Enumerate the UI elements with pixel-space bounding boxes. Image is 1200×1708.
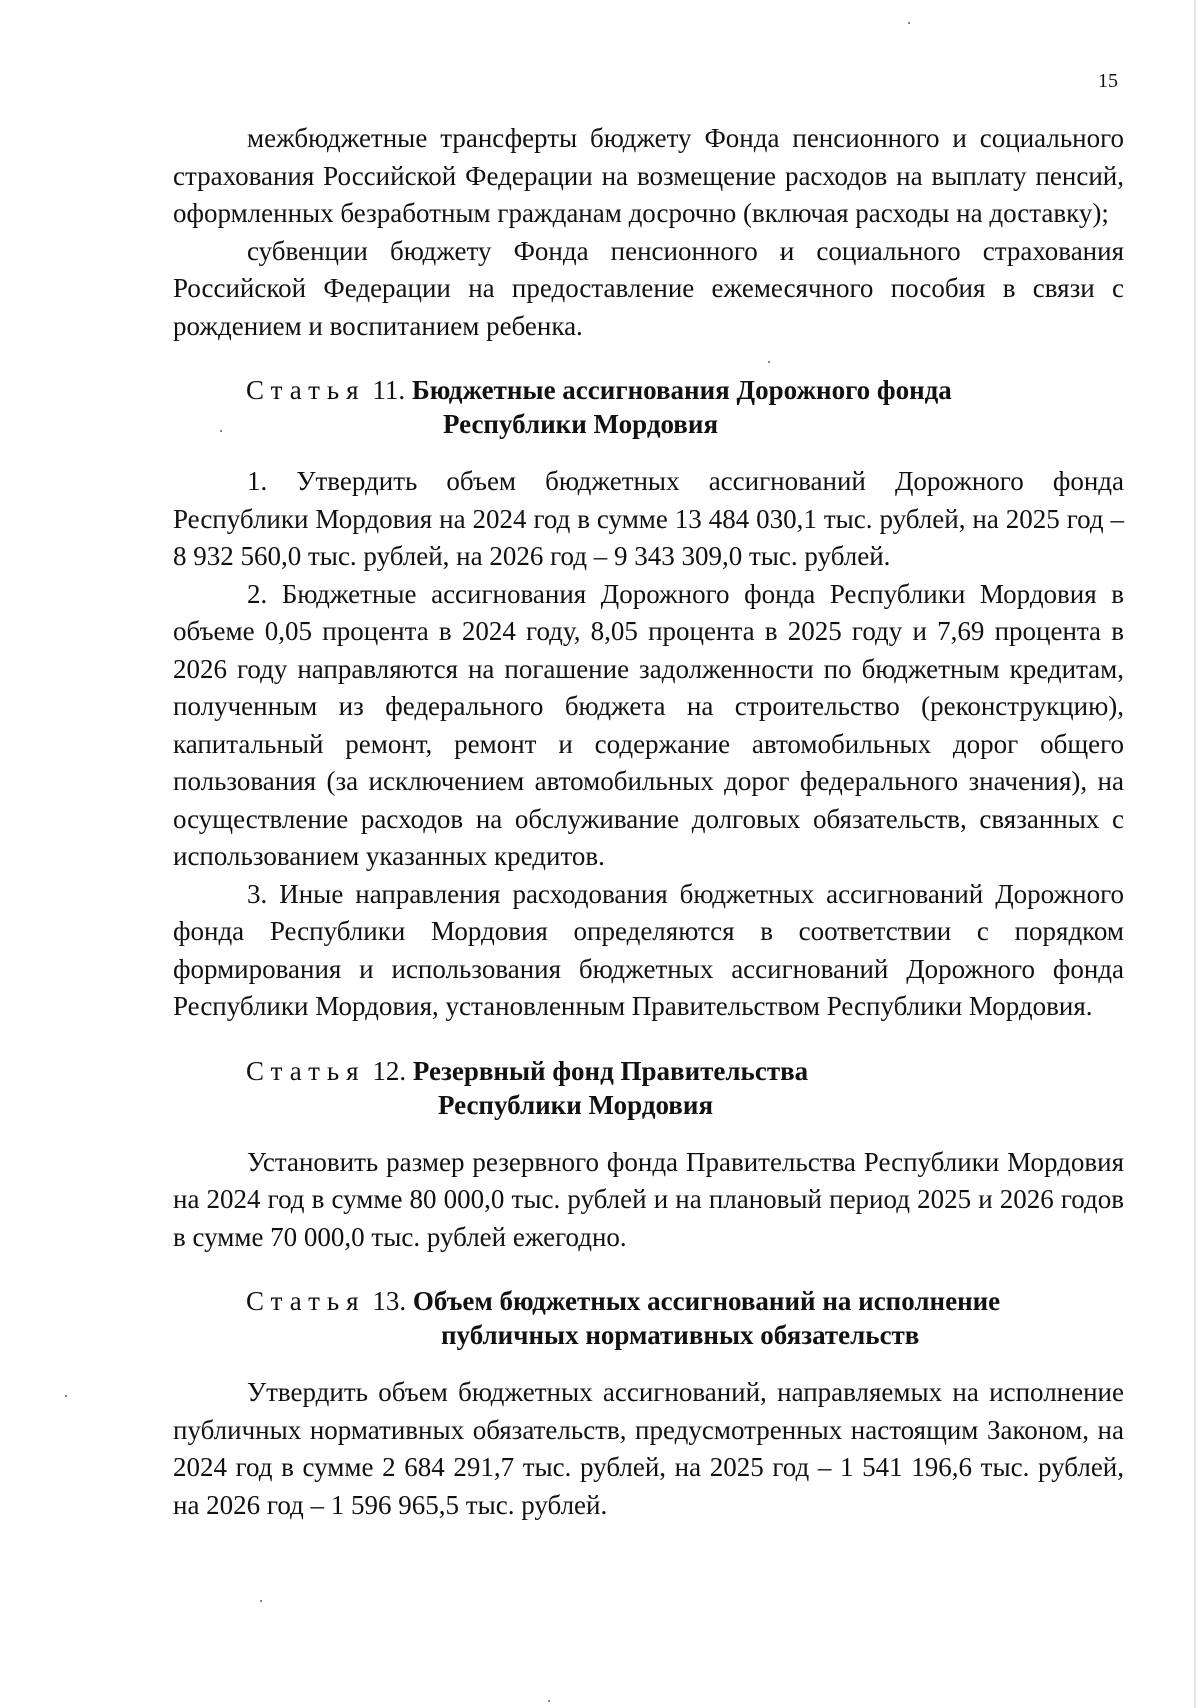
- article-13-heading: [173, 1284, 1124, 1352]
- article-title-continued: Республики Мордовия: [438, 1089, 714, 1120]
- scan-edge-line: [1194, 0, 1196, 1708]
- article-title: Бюджетные ассигнования Дорожного фонда: [411, 375, 952, 405]
- article-11-paragraph-3: 3. Иные направления расходования бюджетных ассигнований Дорожного фонда Республики Мордовия определяются в соответствии с порядком формирования и использования бюджетных ассигнований Дорожного фонда Республики Мордовия, установленным Правительством Республики Мордовия.: [173, 878, 1124, 1021]
- intro-paragraph: межбюджетные трансферты бюджету Фонда пенсионного и социального страхования Российской Федерации на возмещение расходов на выплату пенсий, оформленных безработным гражданам досрочно (включая расходы на доставку);: [173, 123, 1124, 228]
- article-number: 13.: [372, 1286, 407, 1316]
- article-label: Статья: [246, 1055, 366, 1086]
- article-title-continued: публичных нормативных обязательств: [441, 1320, 920, 1350]
- article-11-paragraph-1: 1. Утвердить объем бюджетных ассигнований Дорожного фонда Республики Мордовия на 2024 год в сумме 13 484 030,1 тыс. рублей, на 2025 год – 8 932 560,0 тыс. рублей, на 2026 год – 9 343 309,0 тыс. рублей.: [173, 466, 1124, 571]
- page-number: 15: [1098, 70, 1118, 92]
- article-13-paragraph-1: Утвердить объем бюджетных ассигнований, направляемых на исполнение публичных нормативных обязательств, предусмотренных настоящим Законом, на 2024 год в сумме 2 684 291,7 тыс. рублей, на 2025 год – 1 541 196,6 тыс. рублей, на 2026 год – 1 596 965,5 тыс. рублей.: [173, 1377, 1124, 1520]
- article-12-paragraph-1: Установить размер резервного фонда Правительства Республики Мордовия на 2024 год в сумме 80 000,0 тыс. рублей и на плановый период 2025 и 2026 годов в сумме 70 000,0 тыс. рублей ежегодно.: [173, 1146, 1124, 1252]
- document-body: [173, 120, 1124, 1524]
- scan-speck: [260, 1600, 262, 1602]
- scan-speck: [548, 1700, 550, 1702]
- article-label: Статья: [246, 375, 366, 405]
- intro-paragraph: субвенции бюджету Фонда пенсионного и социального страхования Российской Федерации на предоставление ежемесячного пособия в связи с рождением и воспитанием ребенка.: [173, 235, 1124, 341]
- scan-speck: [908, 22, 910, 24]
- article-11-paragraph-2: 2. Бюджетные ассигнования Дорожного фонда Республики Мордовия в объеме 0,05 процента в 2024 году, 8,05 процента в 2025 году и 7,69 процента в 2026 году направляются на погашение задолженности по бюджетным кредитам, полученным из федерального бюджета на строительство (реконструкцию), капитальный ремонт, ремонт и содержание автомобильных дорог общего пользования (за исключением автомобильных дорог федерального значения), на осуществление расходов на обслуживание долговых обязательств, связанных с использованием указанных кредитов.: [173, 578, 1124, 871]
- article-title: Резервный фонд Правительства: [412, 1055, 809, 1086]
- article-11-heading: [173, 373, 1124, 441]
- article-label: Статья: [246, 1286, 366, 1316]
- article-number: 12.: [372, 1055, 407, 1086]
- article-title-continued: Республики Мордовия: [443, 409, 719, 439]
- scan-speck: [65, 1395, 67, 1397]
- article-12-heading: [173, 1054, 1124, 1122]
- article-number: 11.: [372, 375, 406, 405]
- article-title: Объем бюджетных ассигнований на исполнение: [412, 1286, 1001, 1316]
